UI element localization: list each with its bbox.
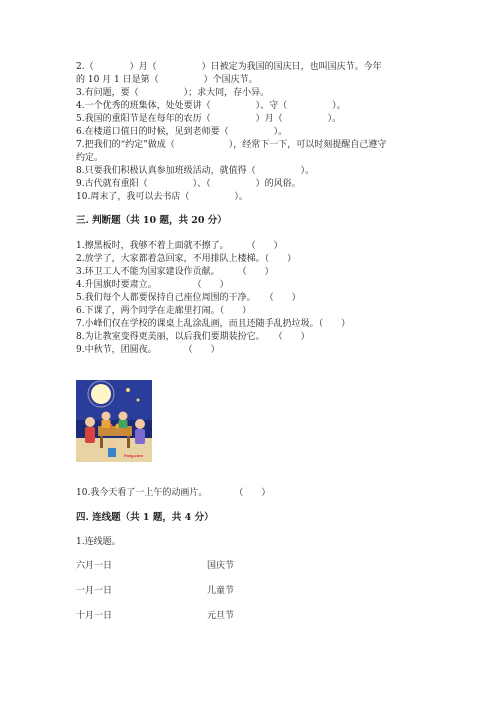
fill-blank-line: 2.（ ）月（ ）日被定为我国的国庆日，也叫国庆节。今年 bbox=[76, 62, 382, 72]
judge-item: 5.我们每个人都要保持自己座位周围的干净。 （ ） bbox=[76, 293, 301, 303]
image-watermark: Fang.com bbox=[124, 453, 143, 458]
judge-item: 8.为让教室变得更美丽，以后我们要期装扮它。 （ ） bbox=[76, 332, 310, 342]
fill-blank-line: 约定。 bbox=[76, 153, 104, 163]
matching-intro: 1.连线题。 bbox=[76, 537, 121, 547]
fill-blank-line: 10.周末了，我可以去书店（ ）。 bbox=[76, 192, 248, 202]
fill-blank-line: 8.只要我们积极认真参加班级活动，就值得（ ）。 bbox=[76, 166, 315, 176]
judge-item: 2.放学了，大家都着急回家，不用排队上楼梯。（ ） bbox=[76, 254, 297, 264]
judge-item: 1.擦黑板时，我够不着上面就不擦了。 （ ） bbox=[76, 241, 283, 251]
matching-date: 一月一日 bbox=[76, 586, 113, 596]
matching-date: 六月一日 bbox=[76, 561, 113, 571]
fill-blank-line: 的 10 月 1 日是第（ ）个国庆节。 bbox=[76, 75, 258, 85]
fill-blank-line: 3.有问题，要（ ）；求大同，存小异。 bbox=[76, 88, 270, 98]
matching-date: 十月一日 bbox=[76, 611, 113, 621]
matching-holiday: 儿童节 bbox=[207, 586, 235, 596]
matching-holiday: 国庆节 bbox=[207, 561, 235, 571]
matching-holiday: 元旦节 bbox=[207, 611, 235, 621]
judge-item: 10.我今天看了一上午的动画片。 （ ） bbox=[76, 488, 271, 498]
fill-blank-line: 7.把我们的“约定”做成（ ），经常下一下，可以时刻提醒自己遵守 bbox=[76, 140, 387, 150]
section-heading: 四. 连线题（共 1 题，共 4 分） bbox=[76, 512, 214, 523]
judge-item: 3.环卫工人不能为国家建设作贡献。 （ ） bbox=[76, 267, 274, 277]
mid-autumn-illustration bbox=[76, 380, 152, 462]
judge-item: 7.小峰们仅在学校的课桌上乱涂乱画，而且还随手乱扔垃圾。（ ） bbox=[76, 319, 351, 329]
section-heading: 三. 判断题（共 10 题，共 20 分） bbox=[76, 215, 227, 226]
judge-item: 4.升国旗时要肃立。 （ ） bbox=[76, 280, 229, 290]
fill-blank-line: 6.在楼道口值日的时候，见到老师要（ ）。 bbox=[76, 127, 288, 137]
fill-blank-line: 4.一个优秀的班集体，处处要讲（ ）、守（ ）。 bbox=[76, 101, 346, 111]
fill-blank-line: 5.我国的重阳节是在每年的农历（ ）月（ ）。 bbox=[76, 114, 342, 124]
fill-blank-line: 9.古代就有重阳（ ）、（ ）的风俗。 bbox=[76, 179, 301, 189]
judge-item: 6.下课了，两个同学在走廊里打闹。（ ） bbox=[76, 306, 252, 316]
judge-item: 9.中秋节，团圆夜。 （ ） bbox=[76, 345, 220, 355]
